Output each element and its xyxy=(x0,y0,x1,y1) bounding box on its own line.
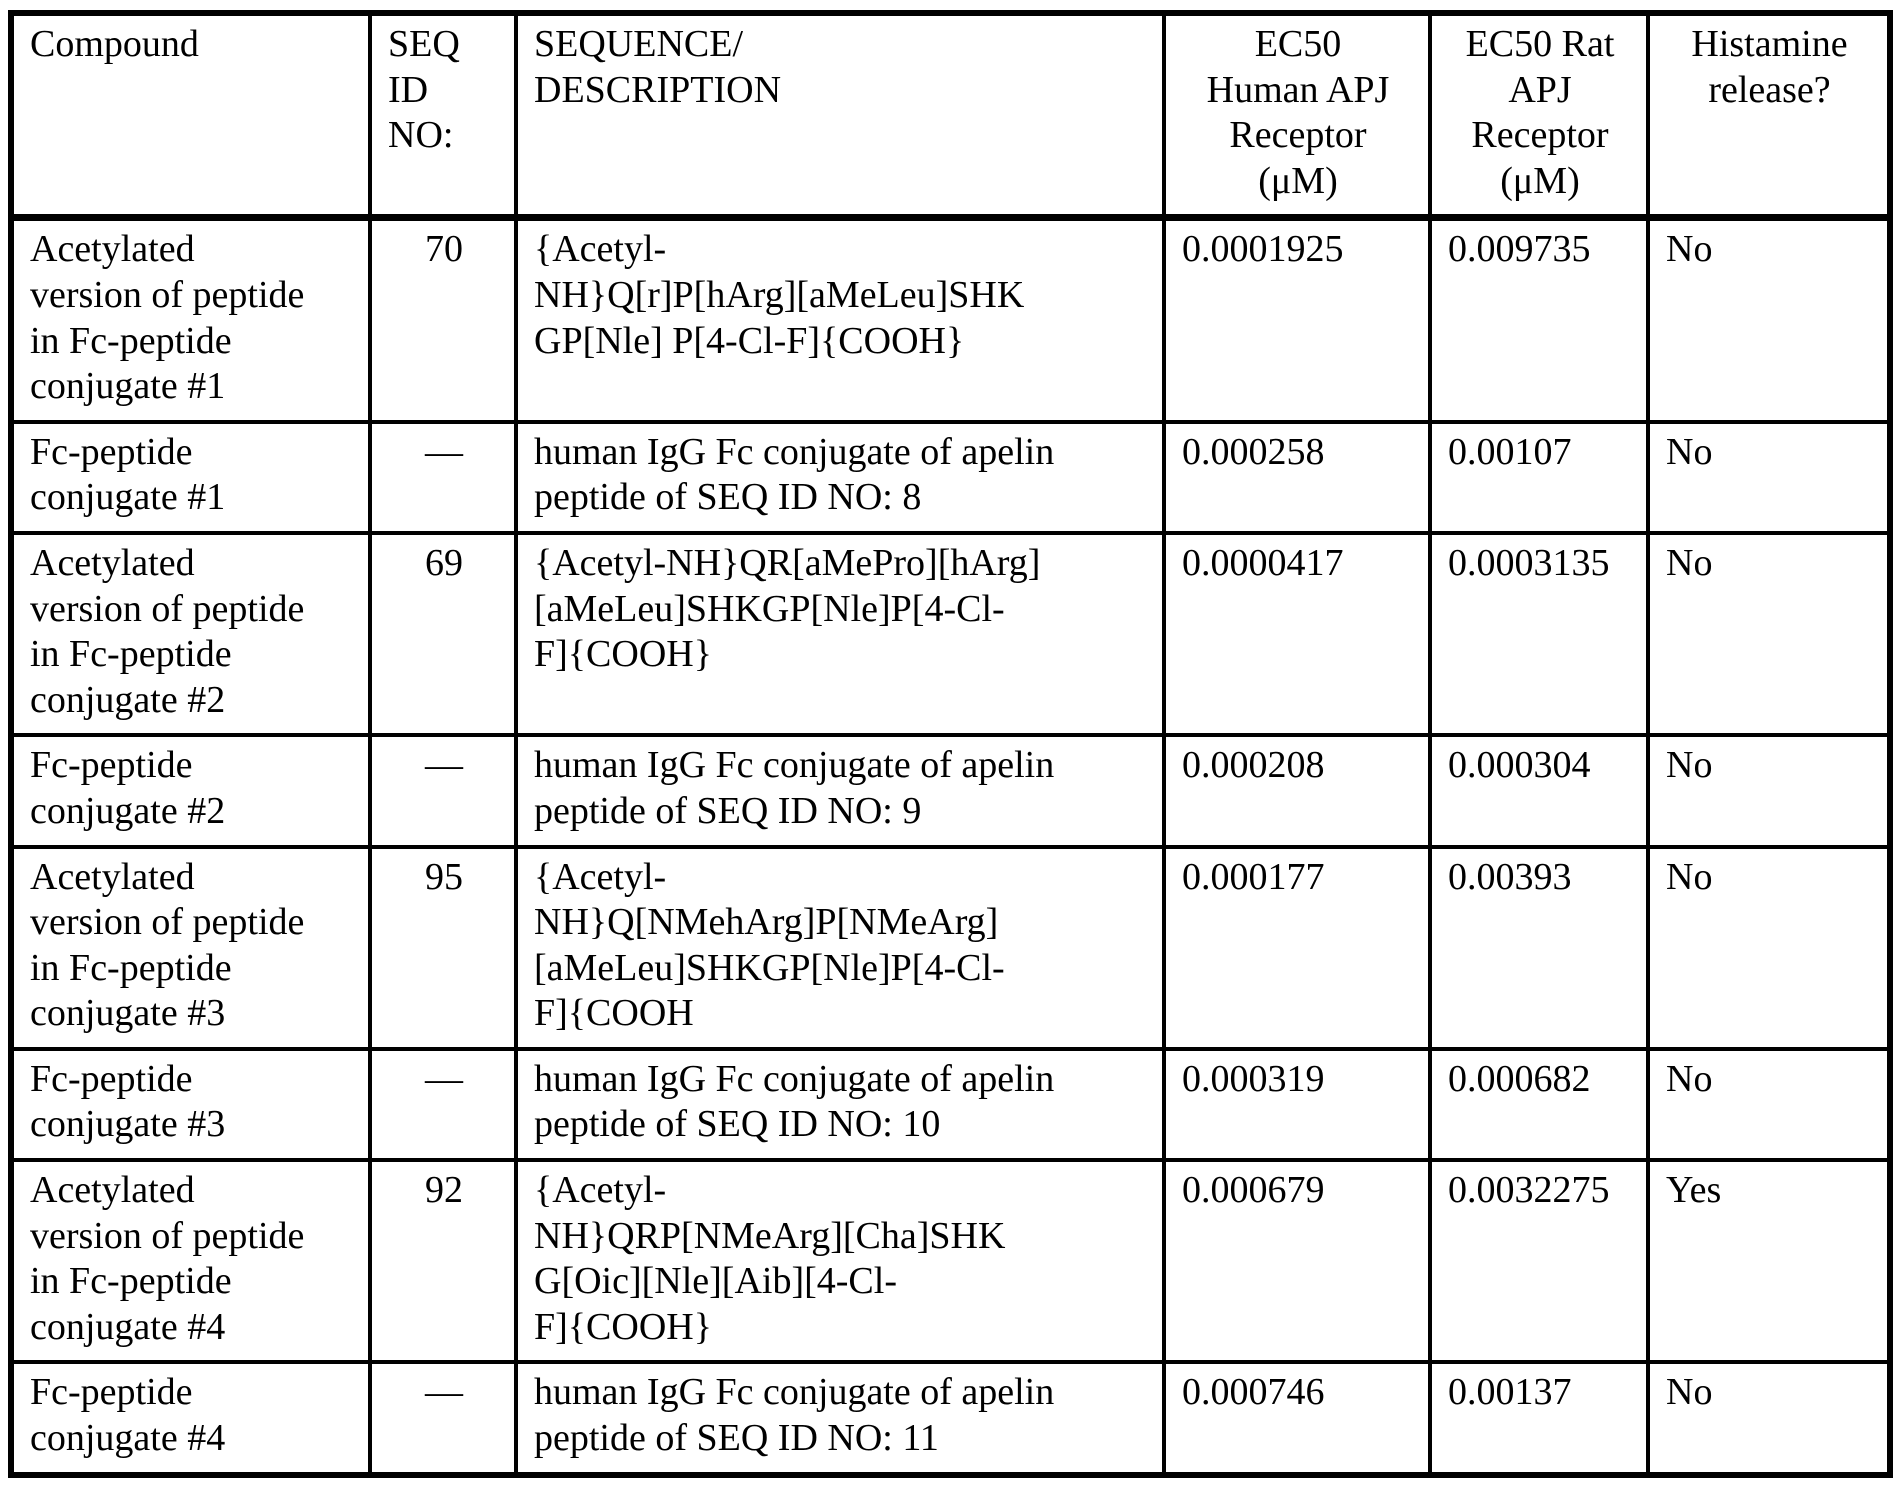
col-header-seq-id-no: SEQ ID NO: xyxy=(370,13,516,218)
table-row xyxy=(11,1160,1890,1362)
table-row xyxy=(11,847,1890,1049)
seq-id-cell: 92 xyxy=(370,1160,516,1362)
table-row xyxy=(11,218,1890,422)
sequence-cell: {Acetyl- NH}QRP[NMeArg][Cha]SHK G[Oic][Nle][Aib][4-Cl- F]{COOH} xyxy=(516,1160,1164,1362)
ec50-human-cell: 0.000679 xyxy=(1164,1160,1430,1362)
histamine-cell: No xyxy=(1648,1362,1890,1474)
ec50-human-cell: 0.000746 xyxy=(1164,1362,1430,1474)
sequence-cell: human IgG Fc conjugate of apelin peptide of SEQ ID NO: 9 xyxy=(516,735,1164,846)
ec50-human-cell: 0.000208 xyxy=(1164,735,1430,846)
ec50-human-cell: 0.0000417 xyxy=(1164,533,1430,735)
compound-cell: Fc-peptide conjugate #1 xyxy=(11,422,370,533)
seq-id-cell: 69 xyxy=(370,533,516,735)
sequence-cell: {Acetyl-NH}QR[aMePro][hArg] [aMeLeu]SHKGP[Nle]P[4-Cl- F]{COOH} xyxy=(516,533,1164,735)
col-header-sequence: SEQUENCE/ DESCRIPTION xyxy=(516,13,1164,218)
histamine-cell: No xyxy=(1648,533,1890,735)
histamine-cell: No xyxy=(1648,422,1890,533)
sequence-cell: human IgG Fc conjugate of apelin peptide of SEQ ID NO: 10 xyxy=(516,1049,1164,1160)
seq-id-cell: 70 xyxy=(370,218,516,422)
col-header-compound: Compound xyxy=(11,13,370,218)
seq-id-cell: — xyxy=(370,1362,516,1474)
seq-id-cell: — xyxy=(370,735,516,846)
col-header-ec50-human: EC50 Human APJ Receptor (μM) xyxy=(1164,13,1430,218)
histamine-cell: No xyxy=(1648,735,1890,846)
table-row xyxy=(11,1049,1890,1160)
ec50-rat-cell: 0.000304 xyxy=(1430,735,1648,846)
compound-cell: Fc-peptide conjugate #3 xyxy=(11,1049,370,1160)
table-row xyxy=(11,1362,1890,1474)
compound-cell: Acetylated version of peptide in Fc-peptide conjugate #2 xyxy=(11,533,370,735)
histamine-cell: No xyxy=(1648,847,1890,1049)
sequence-cell: human IgG Fc conjugate of apelin peptide of SEQ ID NO: 11 xyxy=(516,1362,1164,1474)
compound-cell: Acetylated version of peptide in Fc-peptide conjugate #1 xyxy=(11,218,370,422)
compound-cell: Fc-peptide conjugate #2 xyxy=(11,735,370,846)
seq-id-cell: 95 xyxy=(370,847,516,1049)
ec50-rat-cell: 0.00137 xyxy=(1430,1362,1648,1474)
ec50-rat-cell: 0.000682 xyxy=(1430,1049,1648,1160)
seq-id-cell: — xyxy=(370,1049,516,1160)
ec50-human-cell: 0.000177 xyxy=(1164,847,1430,1049)
ec50-rat-cell: 0.0032275 xyxy=(1430,1160,1648,1362)
seq-id-cell: — xyxy=(370,422,516,533)
table-row xyxy=(11,422,1890,533)
table-row xyxy=(11,533,1890,735)
ec50-human-cell: 0.000319 xyxy=(1164,1049,1430,1160)
sequence-cell: human IgG Fc conjugate of apelin peptide of SEQ ID NO: 8 xyxy=(516,422,1164,533)
sequence-cell: {Acetyl- NH}Q[NMehArg]P[NMeArg] [aMeLeu]SHKGP[Nle]P[4-Cl- F]{COOH xyxy=(516,847,1164,1049)
histamine-cell: No xyxy=(1648,218,1890,422)
compound-cell: Fc-peptide conjugate #4 xyxy=(11,1362,370,1474)
compound-cell: Acetylated version of peptide in Fc-peptide conjugate #3 xyxy=(11,847,370,1049)
col-header-ec50-rat: EC50 Rat APJ Receptor (μM) xyxy=(1430,13,1648,218)
col-header-histamine: Histamine release? xyxy=(1648,13,1890,218)
compound-cell: Acetylated version of peptide in Fc-peptide conjugate #4 xyxy=(11,1160,370,1362)
histamine-cell: No xyxy=(1648,1049,1890,1160)
header-row xyxy=(11,13,1890,218)
sequence-cell: {Acetyl- NH}Q[r]P[hArg][aMeLeu]SHK GP[Nle] P[4-Cl-F]{COOH} xyxy=(516,218,1164,422)
ec50-rat-cell: 0.009735 xyxy=(1430,218,1648,422)
ec50-human-cell: 0.000258 xyxy=(1164,422,1430,533)
ec50-rat-cell: 0.0003135 xyxy=(1430,533,1648,735)
ec50-human-cell: 0.0001925 xyxy=(1164,218,1430,422)
ec50-rat-cell: 0.00107 xyxy=(1430,422,1648,533)
compound-ec50-table xyxy=(8,10,1893,1478)
ec50-rat-cell: 0.00393 xyxy=(1430,847,1648,1049)
histamine-cell: Yes xyxy=(1648,1160,1890,1362)
table-row xyxy=(11,735,1890,846)
